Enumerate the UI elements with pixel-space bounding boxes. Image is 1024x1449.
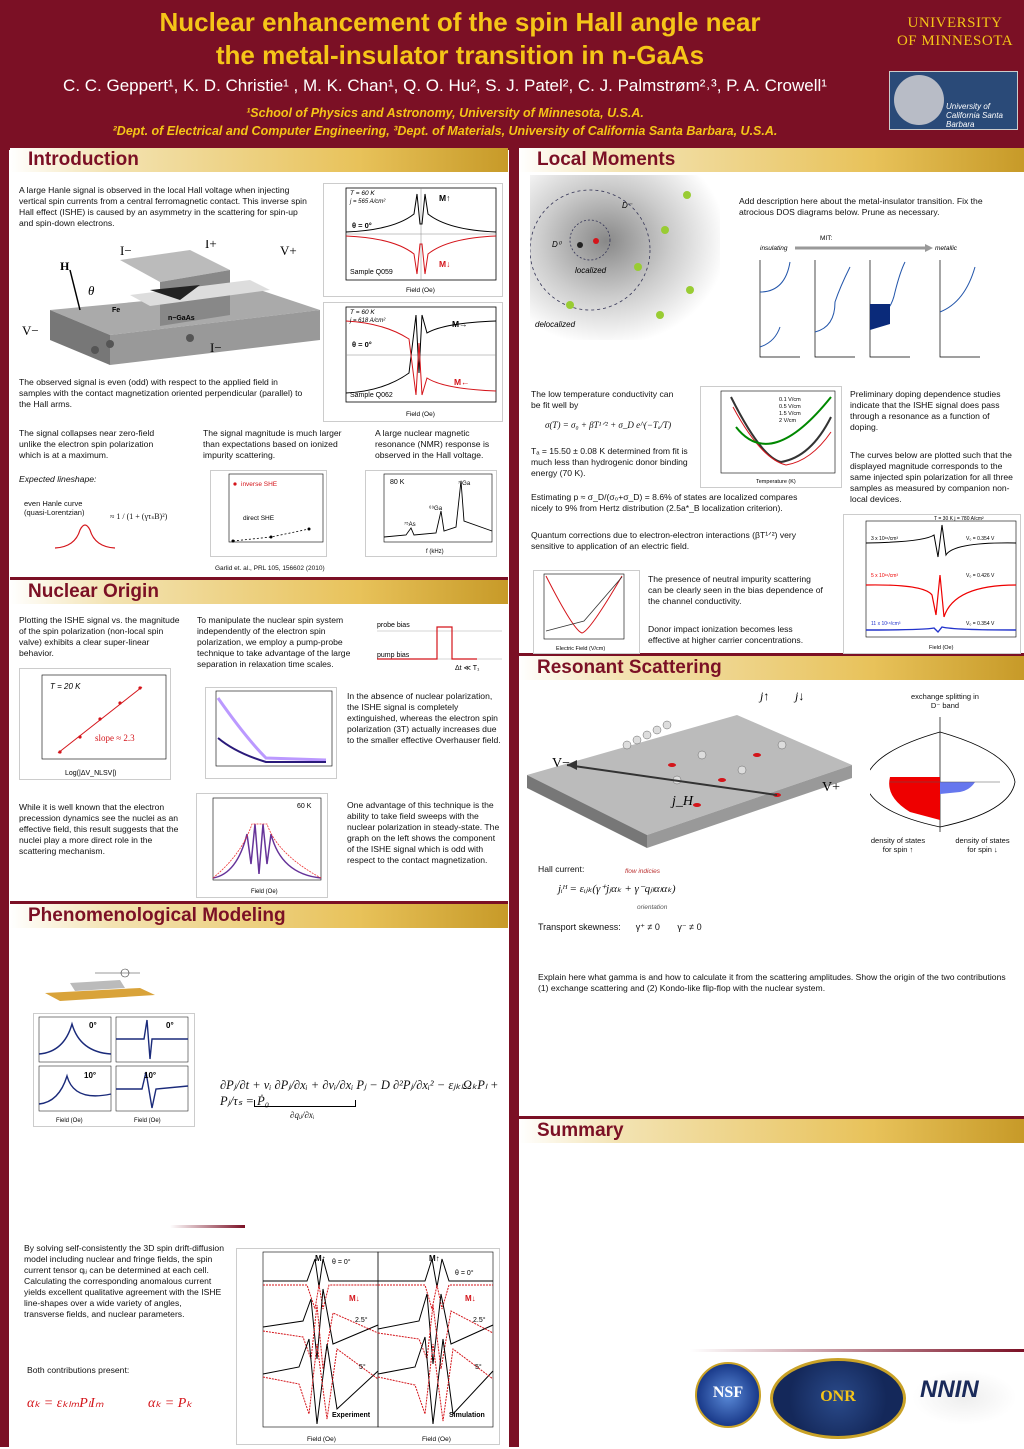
device-schematic: [20, 240, 320, 370]
svg-text:⁷⁵As: ⁷⁵As: [404, 522, 416, 528]
underbrace: [254, 1100, 356, 1107]
svg-text:f (kHz): f (kHz): [426, 549, 444, 555]
svg-text:θ = 0°: θ = 0°: [352, 221, 372, 230]
svg-text:Field (Oe): Field (Oe): [56, 1118, 83, 1124]
svg-text:T = 30 K j = 780 A/cm²: T = 30 K j = 780 A/cm²: [934, 516, 984, 522]
svg-text:M→: M→: [452, 319, 468, 329]
svg-text:θ: θ: [88, 283, 95, 298]
divider: [170, 1225, 245, 1228]
nuclear-paragraph-4: While it is well known that the electron precession dynamics see the nuclei as an effective field, this result suggests that the nuclei play a more direct role in the scattering mechanism.: [19, 802, 179, 856]
svg-text:j = 618 A/cm²: j = 618 A/cm²: [350, 318, 386, 324]
svg-text:V+: V+: [280, 243, 297, 258]
svg-text:n−GaAs: n−GaAs: [168, 315, 195, 322]
onr-logo: ONR: [770, 1358, 906, 1439]
svg-text:Log(|ΔV_NLSV|): Log(|ΔV_NLSV|): [65, 770, 117, 777]
dos-spin-up-label: density of states for spin ↑: [870, 836, 926, 854]
conductivity-equation: σ(T) = σ₀ + βT¹ᐟ² + σ_D e^(−Tₐ/T): [545, 420, 672, 430]
local-description: Add description here about the metal-insulator transition. Fix the atrocious DOS diagrams below. Prune as necessary.: [739, 196, 983, 217]
section-local-moments: Local Moments: [519, 148, 1024, 172]
intro-paragraph-2: The observed signal is even (odd) with respect to the applied field in samples with the contact magnetization oriented perpendicular (parallel) to the Hall arms.: [19, 377, 303, 409]
device-label-h: H: [60, 259, 70, 273]
svg-text:2.5°: 2.5°: [355, 1317, 368, 1324]
svg-text:I−: I−: [210, 340, 222, 355]
flow-indices-label: flow indicies: [625, 868, 661, 875]
svg-text:inverse SHE: inverse SHE: [241, 481, 278, 488]
svg-text:2 V/cm: 2 V/cm: [779, 418, 797, 424]
svg-text:θ = 0°: θ = 0°: [455, 1270, 474, 1277]
svg-text:1.5 V/cm: 1.5 V/cm: [779, 411, 801, 417]
transport-skewness: Transport skewness: γ⁺ ≠ 0 γ⁻ ≠ 0: [538, 922, 702, 932]
svg-text:Field (Oe): Field (Oe): [307, 1436, 336, 1443]
ucsb-seal-logo: University of California Santa Barbara: [889, 71, 1018, 130]
alpha-equation-2: αₖ = Pₖ: [148, 1396, 193, 1411]
svg-text:j↑: j↑: [760, 689, 770, 703]
svg-text:Sample Q059: Sample Q059: [350, 269, 393, 276]
svg-text:V−: V−: [22, 323, 39, 338]
svg-text:Δt ≪ T₁: Δt ≪ T₁: [455, 665, 480, 672]
nuclear-paragraph-2: To manipulate the nuclear spin system independently of the electron spin polarization, we employ a pump-probe technique to take advantage of the large separation in relaxation time scales.: [197, 615, 351, 669]
svg-text:slope ≈ 2.3: slope ≈ 2.3: [95, 733, 135, 743]
divider: [690, 1349, 1024, 1352]
orientation-label: orientation: [637, 904, 668, 911]
intro-paragraph-4: The signal magnitude is much larger than expectations based on ionized impurity scattering.: [203, 428, 342, 460]
experiment-vs-simulation-plot: [236, 1248, 500, 1445]
lorentzian-curve: [55, 520, 115, 550]
svg-text:θ = 0°: θ = 0°: [352, 340, 372, 349]
drift-diffusion-equation: ∂Pⱼ/∂t + vᵢ ∂Pⱼ/∂xᵢ + ∂vᵢ/∂xᵢ Pⱼ − D ∂²Pⱼ/∂xᵢ² − εⱼₖₗΩₖPₗ + Pⱼ/τₛ = Ṗ₀: [220, 1078, 499, 1108]
resonant-scattering-diagram: [527, 685, 852, 850]
svg-text:V+: V+: [822, 780, 841, 795]
svg-text:Field (Oe): Field (Oe): [406, 411, 435, 418]
svg-text:delocalized: delocalized: [535, 320, 576, 329]
svg-text:5 x 10¹⁶/cm³: 5 x 10¹⁶/cm³: [871, 573, 899, 579]
conductivity-text: The low temperature conductivity can be fit well by: [531, 389, 674, 410]
svg-text:10°: 10°: [84, 1071, 97, 1080]
svg-text:MIT:: MIT:: [820, 235, 833, 242]
pump-probe-schematic: [377, 615, 505, 675]
svg-text:M↑: M↑: [315, 1254, 326, 1263]
svg-text:j = 565 A/cm²: j = 565 A/cm²: [350, 199, 386, 205]
pump-probe-bias-plot: [205, 687, 337, 779]
left-border: [0, 146, 9, 1447]
donor-ionization-text: Donor impact ionization becomes less effective at higher carrier concentrations.: [648, 624, 804, 645]
intro-paragraph-3: The signal collapses near zero-field unlike the electron spin polarization which is at a maximum.: [19, 428, 155, 460]
svg-text:T = 20 K: T = 20 K: [50, 682, 81, 691]
svg-text:60 K: 60 K: [297, 803, 312, 810]
divider: [519, 1116, 1024, 1119]
svg-text:3 x 10¹⁶/cm³: 3 x 10¹⁶/cm³: [871, 536, 899, 542]
lineshape-heading: Expected lineshape:: [19, 474, 97, 484]
she-comparison-plot: [210, 470, 327, 557]
svg-text:Simulation: Simulation: [449, 1412, 485, 1419]
intro-paragraph-5: A large nuclear magnetic resonance (NMR) response is observed in the Hall voltage.: [375, 428, 490, 460]
umn-logo: UNIVERSITY OF MINNESOTA: [896, 15, 1014, 49]
hanle-plot-q059: [323, 183, 503, 297]
svg-text:T = 60 K: T = 60 K: [350, 309, 375, 316]
poster-title: Nuclear enhancement of the spin Hall angle near the metal-insulator transition in n-GaAs: [159, 7, 761, 70]
svg-text:probe bias: probe bias: [377, 622, 410, 629]
svg-text:Sample Q062: Sample Q062: [350, 392, 393, 399]
divider: [10, 901, 508, 904]
lineshape-equation: ≈ 1 / (1 + (γτₛB)²): [110, 512, 168, 521]
affiliation-2: ²Dept. of Electrical and Computer Engineering, ³Dept. of Materials, University of California Santa Barbara, U.S.A.: [112, 124, 778, 138]
svg-text:D⁰: D⁰: [552, 240, 561, 249]
section-resonant-scattering: Resonant Scattering: [519, 656, 1024, 680]
svg-text:Field (Oe): Field (Oe): [422, 1436, 451, 1443]
doping-dependence-text: Preliminary doping dependence studies indicate that the ISHE signal does pass through a resonance as a function of doping.: [850, 389, 1001, 432]
model-hanle-plots: [33, 1013, 195, 1127]
svg-text:V₀ = 0.426 V: V₀ = 0.426 V: [966, 573, 995, 579]
svg-text:I+: I+: [205, 240, 217, 251]
svg-text:Field (Oe): Field (Oe): [929, 645, 954, 651]
svg-text:M↓: M↓: [349, 1294, 360, 1303]
svg-text:M←: M←: [454, 377, 470, 387]
svg-text:localized: localized: [575, 266, 607, 275]
authors: C. C. Geppert¹, K. D. Christie¹ , M. K. Chan¹, Q. O. Hu², S. J. Patel², C. J. Palmstrøm²˒³, P. A. Crowell¹: [63, 76, 827, 95]
svg-text:M↓: M↓: [439, 259, 451, 269]
activation-text: Tₐ = 15.50 ± 0.08 K determined from fit is much less than hydrogenic donor binding energy (70 K).: [531, 446, 688, 478]
impurity-band-diagram: [530, 175, 720, 340]
svg-text:0.1 V/cm: 0.1 V/cm: [779, 397, 801, 403]
hall-current-label: Hall current:: [538, 864, 585, 874]
svg-text:Fe: Fe: [112, 307, 121, 314]
section-introduction: Introduction: [10, 148, 508, 172]
dos-spin-down-label: density of states for spin ↓: [955, 836, 1010, 854]
svg-text:5°: 5°: [475, 1364, 482, 1371]
svg-text:V−: V−: [552, 756, 571, 771]
both-contributions-label: Both contributions present:: [27, 1365, 130, 1375]
nsf-logo: NSF: [695, 1362, 761, 1428]
svg-text:5°: 5°: [359, 1364, 366, 1371]
svg-text:D⁻: D⁻: [622, 201, 632, 210]
svg-text:j_H: j_H: [672, 794, 693, 809]
impact-ionization-plot: [533, 570, 640, 654]
svg-text:M↑: M↑: [439, 193, 451, 203]
svg-text:j↓: j↓: [795, 689, 805, 703]
hall-current-equation: jᵢᴴ = εᵢⱼₖ(γ⁺jⱼαₖ + γ⁻qⱼₗαₗαₖ): [558, 883, 676, 895]
svg-text:0°: 0°: [166, 1021, 174, 1030]
quantum-corrections-text: Quantum corrections due to electron-electron interactions (βT¹ᐟ²) very sensitive to application of an electric field.: [531, 530, 797, 551]
svg-text:M↑: M↑: [429, 1254, 440, 1263]
gamma-explanation: Explain here what gamma is and how to calculate it from the scattering amplitudes. Show the origin of the two contributions (1) exchange scattering and (2) Kondo-like flip-flop with the nuclear system.: [538, 972, 1006, 993]
svg-text:direct SHE: direct SHE: [243, 515, 275, 522]
svg-text:pump bias: pump bias: [377, 652, 410, 659]
svg-text:0°: 0°: [89, 1021, 97, 1030]
localized-estimate-text: Estimating p ≈ σ_D/(σ₀+σ_D) = 8.6% of states are localized compares nicely to 9% from Hertz distribution (2.5a*_B localization criterion).: [531, 492, 798, 513]
svg-text:θ = 0°: θ = 0°: [332, 1259, 351, 1266]
hanle-plot-q062: [323, 302, 503, 422]
lineshape-label: even Hanle curve (quasi-Lorentzian): [24, 499, 85, 517]
svg-text:Field (Oe): Field (Oe): [251, 889, 278, 895]
svg-text:T = 60 K: T = 60 K: [350, 190, 375, 197]
svg-text:80 K: 80 K: [390, 479, 405, 486]
svg-text:I−: I−: [120, 243, 132, 258]
section-phenomenological-modeling: Phenomenological Modeling: [10, 904, 508, 928]
svg-text:10°: 10°: [144, 1071, 157, 1080]
exchange-dos-diagram: [870, 712, 1020, 832]
nuclear-paragraph-3: In the absence of nuclear polarization, the ISHE signal is completely extinguished, whereas the electron spin polarization (3T) actually increases due to the smaller effective Overhauser field.: [347, 691, 501, 745]
nnin-logo: NNIN: [912, 1370, 1017, 1425]
svg-text:Experiment: Experiment: [332, 1412, 371, 1419]
steady-state-sweep-plot: [196, 793, 328, 898]
device-3d-schematic: [40, 968, 160, 1010]
exchange-splitting-label: exchange splitting in D⁻ band: [911, 692, 979, 710]
reference: Garlid et. al., PRL 105, 156602 (2010): [215, 565, 325, 572]
underbrace-label: ∂qᵢⱼ/∂xᵢ: [290, 1110, 315, 1120]
svg-text:⁶⁹Ga: ⁶⁹Ga: [429, 506, 443, 512]
divider: [10, 577, 508, 580]
svg-text:V₀ = 0.354 V: V₀ = 0.354 V: [966, 536, 995, 542]
neutral-impurity-text: The presence of neutral impurity scattering can be clearly seen in the bias dependence of the channel conductivity.: [648, 574, 823, 606]
svg-text:11 x 10¹⁶/cm³: 11 x 10¹⁶/cm³: [871, 621, 901, 627]
conductivity-vs-temperature-plot: [700, 386, 842, 488]
intro-paragraph-1: A large Hanle signal is observed in the local Hall voltage when injecting vertical spin currents from a central ferromagnetic contact. This inverse spin Hall effect (ISHE) is caused by an asymmetry in the scattering for spin-up and spin-down electrons.: [19, 185, 307, 228]
center-border: [509, 146, 519, 1447]
doping-series-plot: [843, 514, 1021, 654]
svg-text:M↓: M↓: [465, 1294, 476, 1303]
svg-text:Temperature (K): Temperature (K): [756, 479, 796, 485]
svg-text:2.5°: 2.5°: [473, 1317, 486, 1324]
svg-text:Field (Oe): Field (Oe): [134, 1118, 161, 1124]
svg-text:metallic: metallic: [935, 245, 958, 252]
model-paragraph: By solving self-consistently the 3D spin drift-diffusion model including nuclear and fringe fields, the spin current tensor qᵢⱼ can be determined at each cell. Calculating the corresponding anomalous current yields excellent qualitative agreement with the ISHE line-shapes over a wide variety of angles, transverse fields, and nuclear parameters.: [24, 1243, 224, 1319]
nmr-plot: [365, 470, 497, 557]
nuclear-paragraph-5: One advantage of this technique is the ability to take field sweeps with the nuclear polarization in steady-state. The graph on the left shows the component of the ISHE signal which is odd with respect to the contact magnetization.: [347, 800, 500, 865]
affiliation-1: ¹School of Physics and Astronomy, University of Minnesota, U.S.A.: [246, 106, 644, 120]
magnitude-normalization-text: The curves below are plotted such that the displayed magnitude corresponds to the same injected spin polarization for all three samples as measured by companion non-local devices.: [850, 450, 1013, 504]
superlinear-loglog-plot: [19, 668, 171, 780]
dos-diagrams: [755, 232, 1015, 372]
nuclear-paragraph-1: Plotting the ISHE signal vs. the magnitude of the spin polarization (non-local spin valve) exhibits a clear super-linear behavior.: [19, 615, 180, 658]
alpha-equation-1: αₖ = εₖₗₘPₗIₘ: [27, 1396, 104, 1411]
svg-text:⁷¹Ga: ⁷¹Ga: [458, 481, 471, 487]
svg-text:insulating: insulating: [760, 245, 788, 252]
section-nuclear-origin: Nuclear Origin: [10, 580, 508, 604]
svg-text:Field (Oe): Field (Oe): [406, 287, 435, 294]
svg-text:Electric Field (V/cm): Electric Field (V/cm): [556, 646, 606, 652]
svg-text:0.5 V/cm: 0.5 V/cm: [779, 404, 801, 410]
svg-text:V₀ = 0.354 V: V₀ = 0.354 V: [966, 621, 995, 627]
section-summary: Summary: [519, 1119, 1024, 1143]
